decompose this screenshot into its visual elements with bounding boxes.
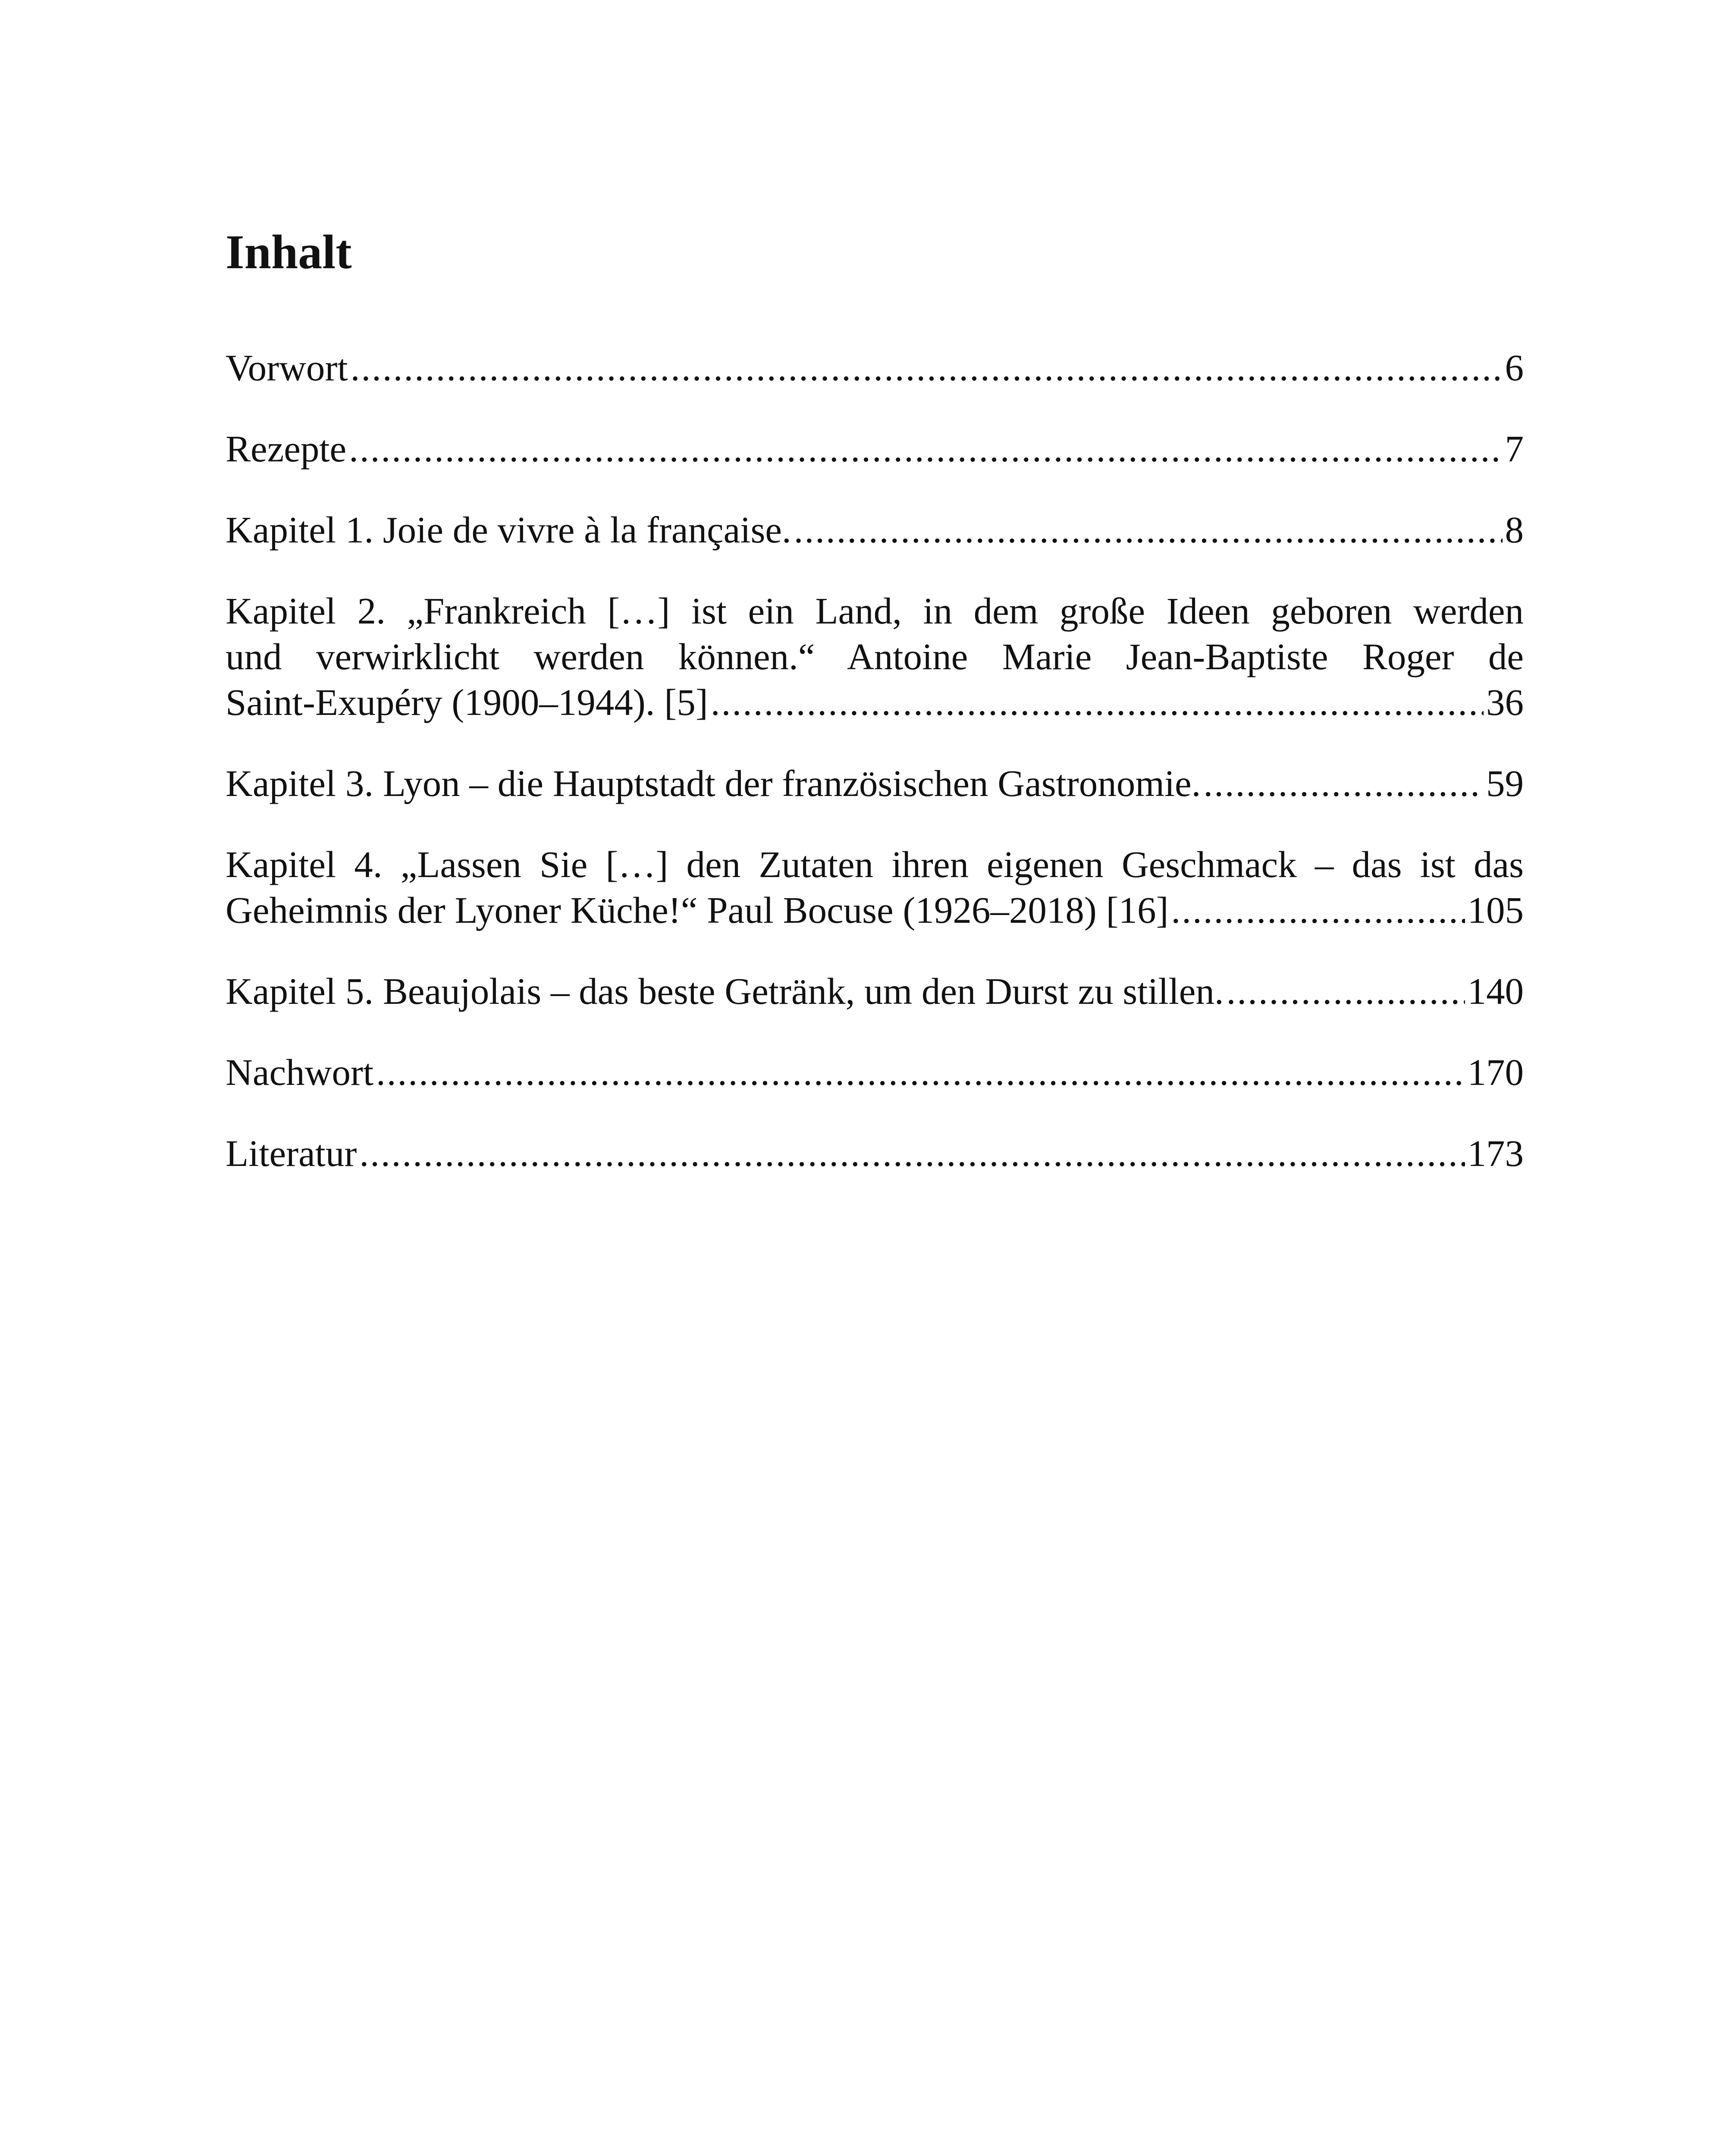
- toc-list: [226, 345, 1524, 1212]
- toc-entry-page: 8: [1505, 509, 1524, 551]
- toc-entry-page: 6: [1505, 347, 1524, 389]
- toc-dot-leader: [1171, 887, 1465, 933]
- toc-entry-label: Saint-Exupéry (1900–1944). [5]: [226, 681, 708, 723]
- toc-entry-line: [226, 1050, 1524, 1095]
- toc-entry-line: [226, 426, 1524, 472]
- toc-entry-kapitel-2[interactable]: [226, 588, 1524, 725]
- toc-entry-literatur[interactable]: [226, 1131, 1524, 1176]
- toc-entry-line: [226, 1131, 1524, 1176]
- toc-entry-label: Kapitel 1. Joie de vivre à la française.: [226, 509, 791, 551]
- toc-entry-line: [226, 680, 1524, 725]
- toc-entry-rezepte[interactable]: [226, 426, 1524, 472]
- toc-entry-page: 105: [1467, 889, 1524, 931]
- toc-entry-kapitel-3[interactable]: [226, 761, 1524, 806]
- toc-entry-page: 173: [1467, 1132, 1524, 1174]
- toc-entry-page: 7: [1505, 428, 1524, 470]
- toc-entry-text-line: und verwirklicht werden können.“ Antoine Marie Jean-Baptiste Roger de: [226, 636, 1524, 677]
- toc-entry-line: [226, 761, 1524, 806]
- toc-entry-line: [226, 345, 1524, 391]
- toc-entry-page: 140: [1467, 970, 1524, 1012]
- toc-entry-label: Vorwort: [226, 347, 348, 389]
- toc-entry-kapitel-4[interactable]: [226, 842, 1524, 933]
- toc-entry-page: 36: [1486, 681, 1524, 723]
- toc-entry-line: [226, 887, 1524, 933]
- toc-dot-leader: [359, 1131, 1465, 1176]
- toc-entry-label: Kapitel 3. Lyon – die Hauptstadt der französischen Gastronomie.: [226, 762, 1201, 804]
- toc-entry-label: Nachwort: [226, 1051, 374, 1093]
- toc-entry-page: 59: [1486, 762, 1524, 804]
- toc-entry-line: [226, 968, 1524, 1014]
- toc-entry-label: Rezepte: [226, 428, 347, 470]
- toc-entry-nachwort[interactable]: [226, 1050, 1524, 1095]
- toc-entry-page: 170: [1467, 1051, 1524, 1093]
- toc-title: Inhalt: [226, 226, 352, 279]
- toc-entry-kapitel-1[interactable]: [226, 507, 1524, 553]
- toc-dot-leader: [1203, 761, 1484, 806]
- toc-entry-label: Literatur: [226, 1132, 357, 1174]
- toc-entry-kapitel-5[interactable]: [226, 968, 1524, 1014]
- toc-entry-text-line: Kapitel 2. „Frankreich […] ist ein Land, in dem große Ideen geboren werden: [226, 590, 1524, 632]
- toc-dot-leader: [349, 426, 1502, 472]
- toc-entry-label: Kapitel 5. Beaujolais – das beste Getränk, um den Durst zu stillen.: [226, 970, 1224, 1012]
- toc-dot-leader: [711, 680, 1484, 725]
- toc-entry-text-line: Kapitel 4. „Lassen Sie […] den Zutaten ihren eigenen Geschmack – das ist das: [226, 843, 1524, 885]
- toc-dot-leader: [1227, 968, 1465, 1014]
- toc-entry-label: Geheimnis der Lyoner Küche!“ Paul Bocuse (1926–2018) [16]: [226, 889, 1169, 931]
- toc-dot-leader: [376, 1050, 1465, 1095]
- toc-entry-vorwort[interactable]: [226, 345, 1524, 391]
- toc-entry-line: [226, 507, 1524, 553]
- toc-dot-leader: [794, 507, 1503, 553]
- toc-dot-leader: [351, 345, 1503, 391]
